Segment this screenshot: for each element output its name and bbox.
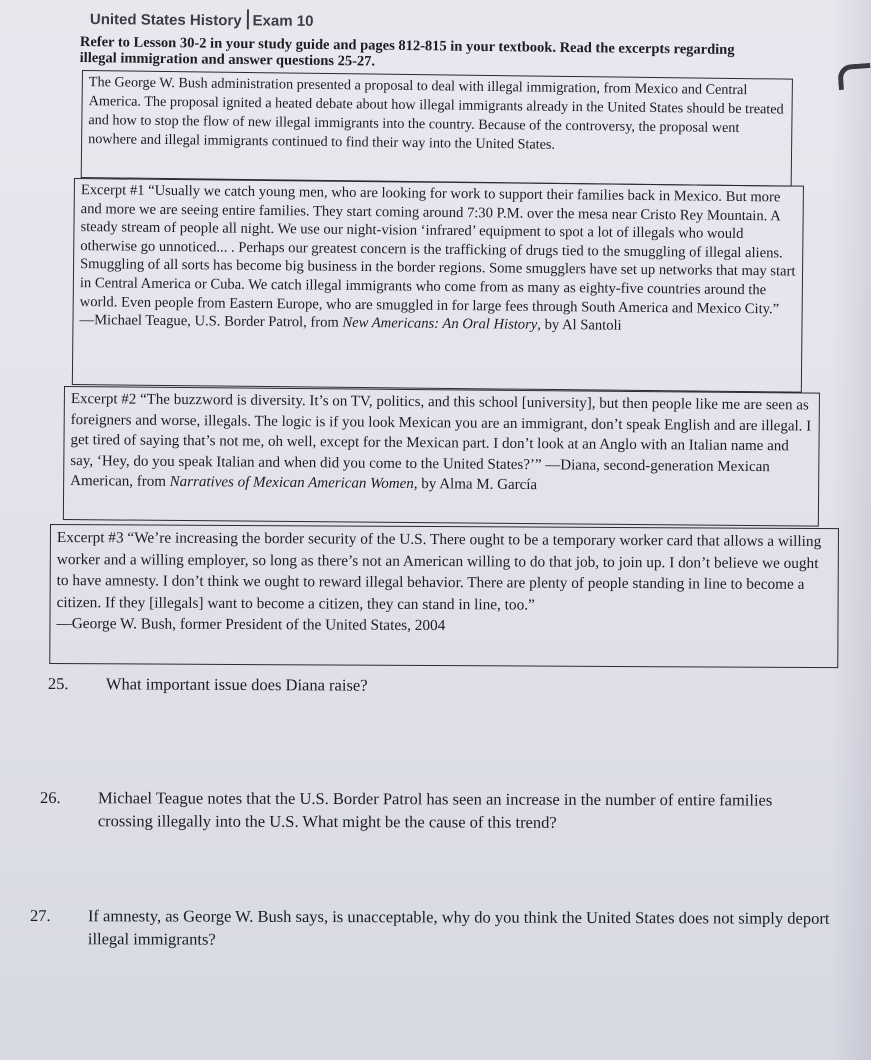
- question-text: What important issue does Diana raise?: [105, 674, 368, 695]
- course-title: United States History: [89, 10, 242, 30]
- intro-text: The George W. Bush administration presented a proposal to deal with illegal immigration, from Mexico and Central America. The proposal ignited a heated debate about how illegal immigrants already in the United States should be treated and how to stop the flow of new illegal immigrants into the country. Because of the controversy, the proposal went nowhere and illegal immigrants continued to find their way into the United States.: [88, 74, 784, 153]
- excerpt-3-box: [49, 524, 839, 668]
- instructions: Refer to Lesson 30-2 in your study guide and pages 812-815 in your textbook. Read the excerpts regarding illegal immigration and answer questions 25-27.: [79, 34, 735, 70]
- question-25: [48, 672, 368, 697]
- intro-box: [81, 70, 793, 187]
- excerpt-1-text: Excerpt #1 “Usually we catch young men, who are looking for work to support their families back in Mexico. But more and more we are seeing entire families. They start coming around 7:30 P.M. over the mesa near Cristo Rey Mountain. A steady stream of people all night. We use our night-vision ‘infrared’ equipment to spot a lot of illegals who would otherwise go unnoticed... . Perhaps our greatest concern is the trafficking of drugs tied to the smuggling of illegal aliens. Smuggling of all sorts has become big business in the border regions. Some smugglers have set up networks that may start in Central America or Cuba. We catch illegal immigrants who come from as many as eighty-five countries around the world. Even people from Eastern Europe, who are smuggled in for large fees through South America and Mexico City.”: [79, 182, 796, 317]
- excerpt-1-attribution: —Michael Teague, U.S. Border Patrol, from New Americans: An Oral History, by Al Santoli: [79, 312, 622, 334]
- question-number: 25.: [47, 674, 69, 694]
- excerpt-1-box: [72, 178, 804, 393]
- excerpt-2-box: [63, 386, 820, 527]
- excerpt-2-text: Excerpt #2 “The buzzword is diversity. It’s on TV, politics, and this school [university], but then people like me are seen as foreigners and worse, illegals. The logic is if you look Mexican you are an immigrant, don’t speak English and are illegal. I get tired of saying that’s not me, oh well, except for the Mexican part. I don’t look at an Anglo with an Italian name and say, ‘Hey, do you speak Italian and when did you come to the United States?’” —Diana, second-generation Mexican American, from Narratives of Mexican American Women, by Alma M. García: [70, 391, 812, 494]
- page-header: [90, 8, 314, 30]
- excerpt-1-source: New Americans: An Oral History: [342, 314, 538, 334]
- excerpt-3-text: Excerpt #3 “We’re increasing the border security of the U.S. There ought to be a temporary worker card that allows a willing worker and a willing employer, so long as there’s not an American willing to do that job, to join up. I don’t believe we ought to have amnesty. I don’t think we ought to reward illegal behavior. There are plenty of people standing in line to become a citizen. If they [illegals] want to become a citizen, they can stand in line, too.”: [56, 529, 822, 614]
- question-number: 26.: [39, 788, 61, 808]
- header-divider: [247, 9, 249, 29]
- binder-clip-icon: [837, 63, 871, 90]
- excerpt-3-attribution: —George W. Bush, former President of the United States, 2004: [56, 615, 446, 635]
- excerpt-2-source: Narratives of Mexican American Women: [169, 473, 414, 493]
- question-text: Michael Teague notes that the U.S. Border Patrol has seen an increase in the number of entire families crossing illegally into the U.S. What might be the cause of this trend?: [97, 788, 773, 832]
- question-26: [40, 786, 830, 835]
- question-text: If amnesty, as George W. Bush says, is unacceptable, why do you think the United States does not simply deport illegal immigrants?: [87, 906, 830, 949]
- question-number: 27.: [29, 906, 51, 926]
- exam-label: Exam 10: [252, 12, 314, 30]
- question-27: [30, 904, 830, 953]
